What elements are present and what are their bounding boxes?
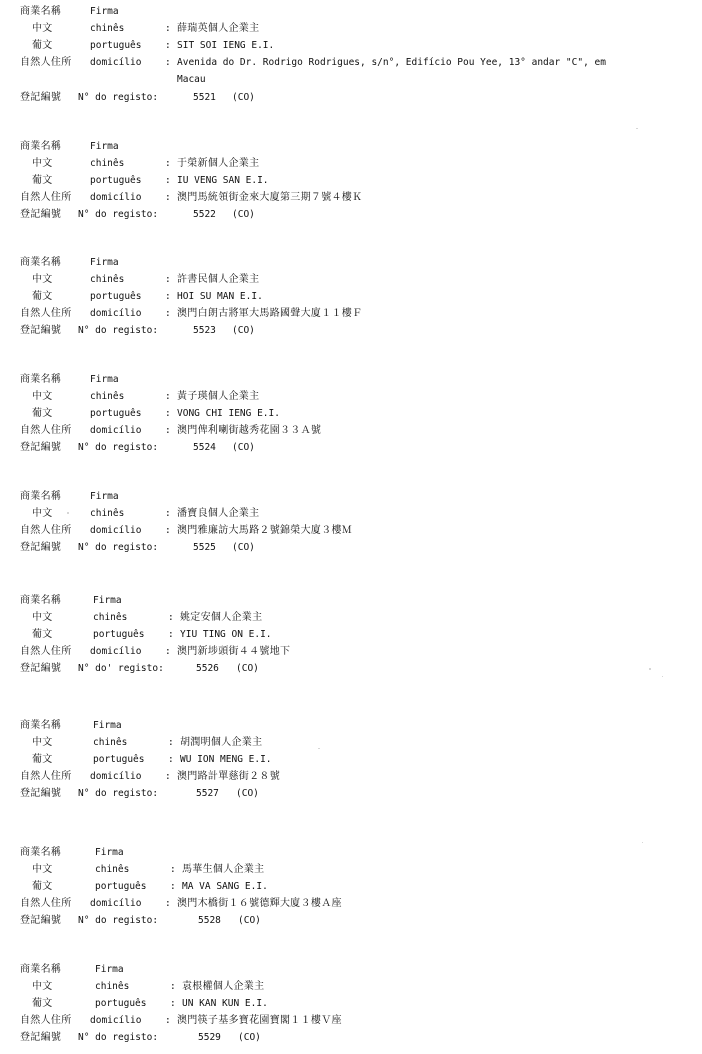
colon: : — [165, 175, 171, 186]
domicilio-label-zh: 自然人住所 — [20, 525, 72, 536]
chinese-name: 袁根權個人企業主 — [182, 981, 265, 992]
registo-number: 5529 — [198, 1032, 221, 1043]
firma-label-pt: Firma — [93, 595, 122, 606]
domicilio-label-zh: 自然人住所 — [20, 898, 72, 909]
portugues-row — [0, 37, 702, 54]
domicilio-row — [0, 522, 702, 539]
registo-number: 5528 — [198, 915, 221, 926]
chines-row — [0, 505, 702, 522]
firma-label-pt: Firma — [90, 141, 119, 152]
domicilio-label-pt: domicílio — [90, 57, 142, 68]
colon: : — [168, 629, 174, 640]
portugues-label-zh: 葡文 — [32, 881, 53, 892]
colon: : — [165, 1015, 171, 1026]
portugues-row — [0, 878, 702, 895]
domicilio-label-pt: domicílio — [90, 425, 142, 436]
portugues-label-zh: 葡文 — [32, 40, 53, 51]
scan-speck — [67, 512, 69, 514]
chines-label-pt: chinês — [93, 612, 128, 623]
colon: : — [165, 508, 171, 519]
chines-row — [0, 978, 702, 995]
firma-label-pt: Firma — [90, 491, 119, 502]
colon: : — [168, 754, 174, 765]
registo-number: 5527 — [196, 788, 219, 799]
chines-row — [0, 861, 702, 878]
portugues-label-zh: 葡文 — [32, 408, 53, 419]
domicilio-row — [0, 189, 702, 206]
chines-row — [0, 609, 702, 626]
domicilio-label-zh: 自然人住所 — [20, 308, 72, 319]
portuguese-name: YIU TING ON E.I. — [180, 629, 272, 640]
domicile-address: 澳門新埗頭街４４號地下 — [177, 646, 291, 657]
portugues-label-zh: 葡文 — [32, 754, 53, 765]
registo-label-pt: N° do registo: — [78, 325, 159, 336]
chinese-name: 許書民個人企業主 — [177, 274, 260, 285]
portugues-label-pt: português — [90, 40, 142, 51]
chinese-name: 馬華生個人企業主 — [182, 864, 265, 875]
firma-label-pt: Firma — [90, 257, 119, 268]
chines-label-pt: chinês — [90, 508, 125, 519]
domicilio-label-zh: 自然人住所 — [20, 771, 72, 782]
registo-label-zh: 登記編號 — [20, 663, 62, 674]
firma-label-pt: Firma — [93, 720, 122, 731]
registo-number: 5522 — [193, 209, 216, 220]
registo-label-zh: 登記編號 — [20, 1032, 62, 1043]
chinese-name: 薛瑞英個人企業主 — [177, 23, 260, 34]
chines-label-pt: chinês — [90, 391, 125, 402]
firma-label-zh: 商業名稱 — [20, 374, 62, 385]
registo-label-zh: 登記編號 — [20, 209, 62, 220]
chines-row — [0, 155, 702, 172]
chines-label-zh: 中文 — [32, 981, 53, 992]
colon: : — [170, 981, 176, 992]
colon: : — [165, 158, 171, 169]
firma-label-pt: Firma — [90, 374, 119, 385]
colon: : — [165, 408, 171, 419]
registo-row — [0, 1029, 702, 1046]
domicilio-label-pt: domicílio — [90, 192, 142, 203]
colon: : — [165, 308, 171, 319]
chines-label-pt: chinês — [95, 981, 130, 992]
domicile-address: 澳門筷子基多寶花園寶閣１１樓Ｖ座 — [177, 1015, 342, 1026]
chinese-name: 胡潤明個人企業主 — [180, 737, 263, 748]
registo-row — [0, 322, 702, 339]
domicile-address: 澳門路計單慈街２８號 — [177, 771, 280, 782]
registo-tag: (CO) — [232, 442, 255, 453]
registo-number: 5521 — [193, 92, 216, 103]
registo-label-zh: 登記編號 — [20, 325, 62, 336]
chines-label-pt: chinês — [90, 158, 125, 169]
portugues-row — [0, 995, 702, 1012]
registo-tag: (CO) — [238, 1032, 261, 1043]
scan-speck — [318, 748, 320, 749]
chines-row — [0, 734, 702, 751]
domicile-address-cont: Macau — [177, 74, 206, 85]
registo-tag: (CO) — [236, 788, 259, 799]
portugues-label-zh: 葡文 — [32, 291, 53, 302]
domicilio-row — [0, 768, 702, 785]
chines-row — [0, 20, 702, 37]
registo-tag: (CO) — [232, 209, 255, 220]
colon: : — [165, 23, 171, 34]
chines-label-zh: 中文 — [32, 864, 53, 875]
chines-label-zh: 中文 — [32, 274, 53, 285]
domicilio-label-zh: 自然人住所 — [20, 1015, 72, 1026]
portugues-label-pt: português — [95, 998, 147, 1009]
chines-row — [0, 271, 702, 288]
chines-label-zh: 中文 — [32, 612, 53, 623]
domicile-address: Avenida do Dr. Rodrigo Rodrigues, s/n°, Edifício Pou Yee, 13° andar "C", em — [177, 57, 606, 68]
colon: : — [170, 881, 176, 892]
colon: : — [165, 40, 171, 51]
colon: : — [165, 425, 171, 436]
registo-label-pt: N° do registo: — [78, 1032, 159, 1043]
portugues-label-zh: 葡文 — [32, 175, 53, 186]
chines-label-zh: 中文 — [32, 391, 53, 402]
firma-row — [0, 254, 702, 271]
registo-row — [0, 785, 702, 802]
registo-row — [0, 439, 702, 456]
registo-label-pt: N° do registo: — [78, 92, 159, 103]
registo-row — [0, 912, 702, 929]
domicilio-label-zh: 自然人住所 — [20, 57, 72, 68]
firma-label-zh: 商業名稱 — [20, 491, 62, 502]
registo-label-zh: 登記編號 — [20, 442, 62, 453]
chines-label-zh: 中文 — [32, 508, 53, 519]
firma-row — [0, 371, 702, 388]
scan-speck — [649, 668, 651, 670]
colon: : — [165, 898, 171, 909]
chines-label-pt: chinês — [90, 23, 125, 34]
colon: : — [170, 864, 176, 875]
firma-label-pt: Firma — [95, 964, 124, 975]
registo-label-pt: N° do registo: — [78, 915, 159, 926]
portuguese-name: MA VA SANG E.I. — [182, 881, 268, 892]
portugues-label-pt: português — [90, 291, 142, 302]
domicilio-label-pt: domicílio — [90, 646, 142, 657]
colon: : — [165, 391, 171, 402]
portuguese-name: UN KAN KUN E.I. — [182, 998, 268, 1009]
domicilio-row — [0, 54, 702, 85]
domicilio-label-pt: domicílio — [90, 525, 142, 536]
firma-row — [0, 717, 702, 734]
firma-label-pt: Firma — [90, 6, 119, 17]
firma-row — [0, 961, 702, 978]
colon: : — [165, 771, 171, 782]
domicile-address: 澳門白朗古將軍大馬路國聲大廈１１樓Ｆ — [177, 308, 363, 319]
domicilio-label-pt: domicílio — [90, 1015, 142, 1026]
colon: : — [168, 737, 174, 748]
chines-row — [0, 388, 702, 405]
colon: : — [168, 612, 174, 623]
portugues-label-pt: português — [90, 175, 142, 186]
registo-tag: (CO) — [232, 542, 255, 553]
portugues-label-zh: 葡文 — [32, 998, 53, 1009]
registo-row — [0, 89, 702, 106]
chinese-name: 于榮新個人企業主 — [177, 158, 260, 169]
chines-label-zh: 中文 — [32, 158, 53, 169]
portuguese-name: VONG CHI IENG E.I. — [177, 408, 280, 419]
registo-number: 5523 — [193, 325, 216, 336]
portugues-label-pt: português — [93, 629, 145, 640]
registo-tag: (CO) — [238, 915, 261, 926]
domicilio-row — [0, 1012, 702, 1029]
portugues-row — [0, 751, 702, 768]
firma-row — [0, 3, 702, 20]
registo-tag: (CO) — [232, 92, 255, 103]
registo-number: 5524 — [193, 442, 216, 453]
domicilio-row — [0, 895, 702, 912]
domicilio-label-zh: 自然人住所 — [20, 646, 72, 657]
colon: : — [165, 525, 171, 536]
domicile-address: 澳門俾利喇街越秀花園３３Ａ號 — [177, 425, 322, 436]
registo-label-pt: N° do registo: — [78, 542, 159, 553]
firma-row — [0, 592, 702, 609]
registo-row — [0, 660, 702, 677]
portugues-label-zh: 葡文 — [32, 629, 53, 640]
portuguese-name: WU ION MENG E.I. — [180, 754, 272, 765]
registo-label-pt: N° do registo: — [78, 209, 159, 220]
domicile-address: 澳門雅廉訪大馬路２號錦榮大廈３樓Ｍ — [177, 525, 353, 536]
registo-label-pt: N° do' registo: — [78, 663, 164, 674]
colon: : — [165, 57, 171, 68]
colon: : — [165, 274, 171, 285]
portugues-row — [0, 288, 702, 305]
chinese-name: 潘寶良個人企業主 — [177, 508, 260, 519]
registo-number: 5526 — [196, 663, 219, 674]
portuguese-name: IU VENG SAN E.I. — [177, 175, 269, 186]
firma-label-zh: 商業名稱 — [20, 595, 62, 606]
registo-label-zh: 登記編號 — [20, 92, 62, 103]
domicilio-label-pt: domicílio — [90, 898, 142, 909]
chines-label-zh: 中文 — [32, 23, 53, 34]
registo-label-pt: N° do registo: — [78, 788, 159, 799]
portugues-label-pt: português — [95, 881, 147, 892]
domicilio-row — [0, 643, 702, 660]
domicilio-label-pt: domicílio — [90, 771, 142, 782]
portuguese-name: SIT SOI IENG E.I. — [177, 40, 275, 51]
scan-speck — [662, 676, 663, 677]
chinese-name: 姚定安個人企業主 — [180, 612, 263, 623]
firma-row — [0, 844, 702, 861]
firma-label-zh: 商業名稱 — [20, 257, 62, 268]
registo-label-zh: 登記編號 — [20, 788, 62, 799]
portugues-row — [0, 405, 702, 422]
chines-label-pt: chinês — [93, 737, 128, 748]
registo-number: 5525 — [193, 542, 216, 553]
domicile-address: 澳門馬統領街金來大廈第三期７號４樓Ｋ — [177, 192, 363, 203]
domicilio-row — [0, 305, 702, 322]
scan-speck — [636, 128, 638, 129]
firma-label-zh: 商業名稱 — [20, 6, 62, 17]
registo-label-zh: 登記編號 — [20, 915, 62, 926]
registo-tag: (CO) — [236, 663, 259, 674]
colon: : — [165, 646, 171, 657]
chinese-name: 黃子瑛個人企業主 — [177, 391, 260, 402]
colon: : — [165, 192, 171, 203]
firma-row — [0, 138, 702, 155]
registo-row — [0, 539, 702, 556]
firma-row — [0, 488, 702, 505]
firma-label-zh: 商業名稱 — [20, 964, 62, 975]
chines-label-zh: 中文 — [32, 737, 53, 748]
registo-row — [0, 206, 702, 223]
chines-label-pt: chinês — [95, 864, 130, 875]
portugues-row — [0, 626, 702, 643]
portugues-label-pt: português — [90, 408, 142, 419]
domicile-address: 澳門木橋街１６號德輝大廈３樓Ａ座 — [177, 898, 342, 909]
domicilio-label-zh: 自然人住所 — [20, 192, 72, 203]
portugues-label-pt: português — [93, 754, 145, 765]
domicilio-row — [0, 422, 702, 439]
registo-label-zh: 登記編號 — [20, 542, 62, 553]
domicilio-label-pt: domicílio — [90, 308, 142, 319]
firma-label-pt: Firma — [95, 847, 124, 858]
scan-speck — [642, 842, 643, 843]
portuguese-name: HOI SU MAN E.I. — [177, 291, 263, 302]
colon: : — [165, 291, 171, 302]
colon: : — [170, 998, 176, 1009]
domicilio-label-zh: 自然人住所 — [20, 425, 72, 436]
firma-label-zh: 商業名稱 — [20, 720, 62, 731]
firma-label-zh: 商業名稱 — [20, 847, 62, 858]
registo-tag: (CO) — [232, 325, 255, 336]
firma-label-zh: 商業名稱 — [20, 141, 62, 152]
portugues-row — [0, 172, 702, 189]
chines-label-pt: chinês — [90, 274, 125, 285]
registo-label-pt: N° do registo: — [78, 442, 159, 453]
